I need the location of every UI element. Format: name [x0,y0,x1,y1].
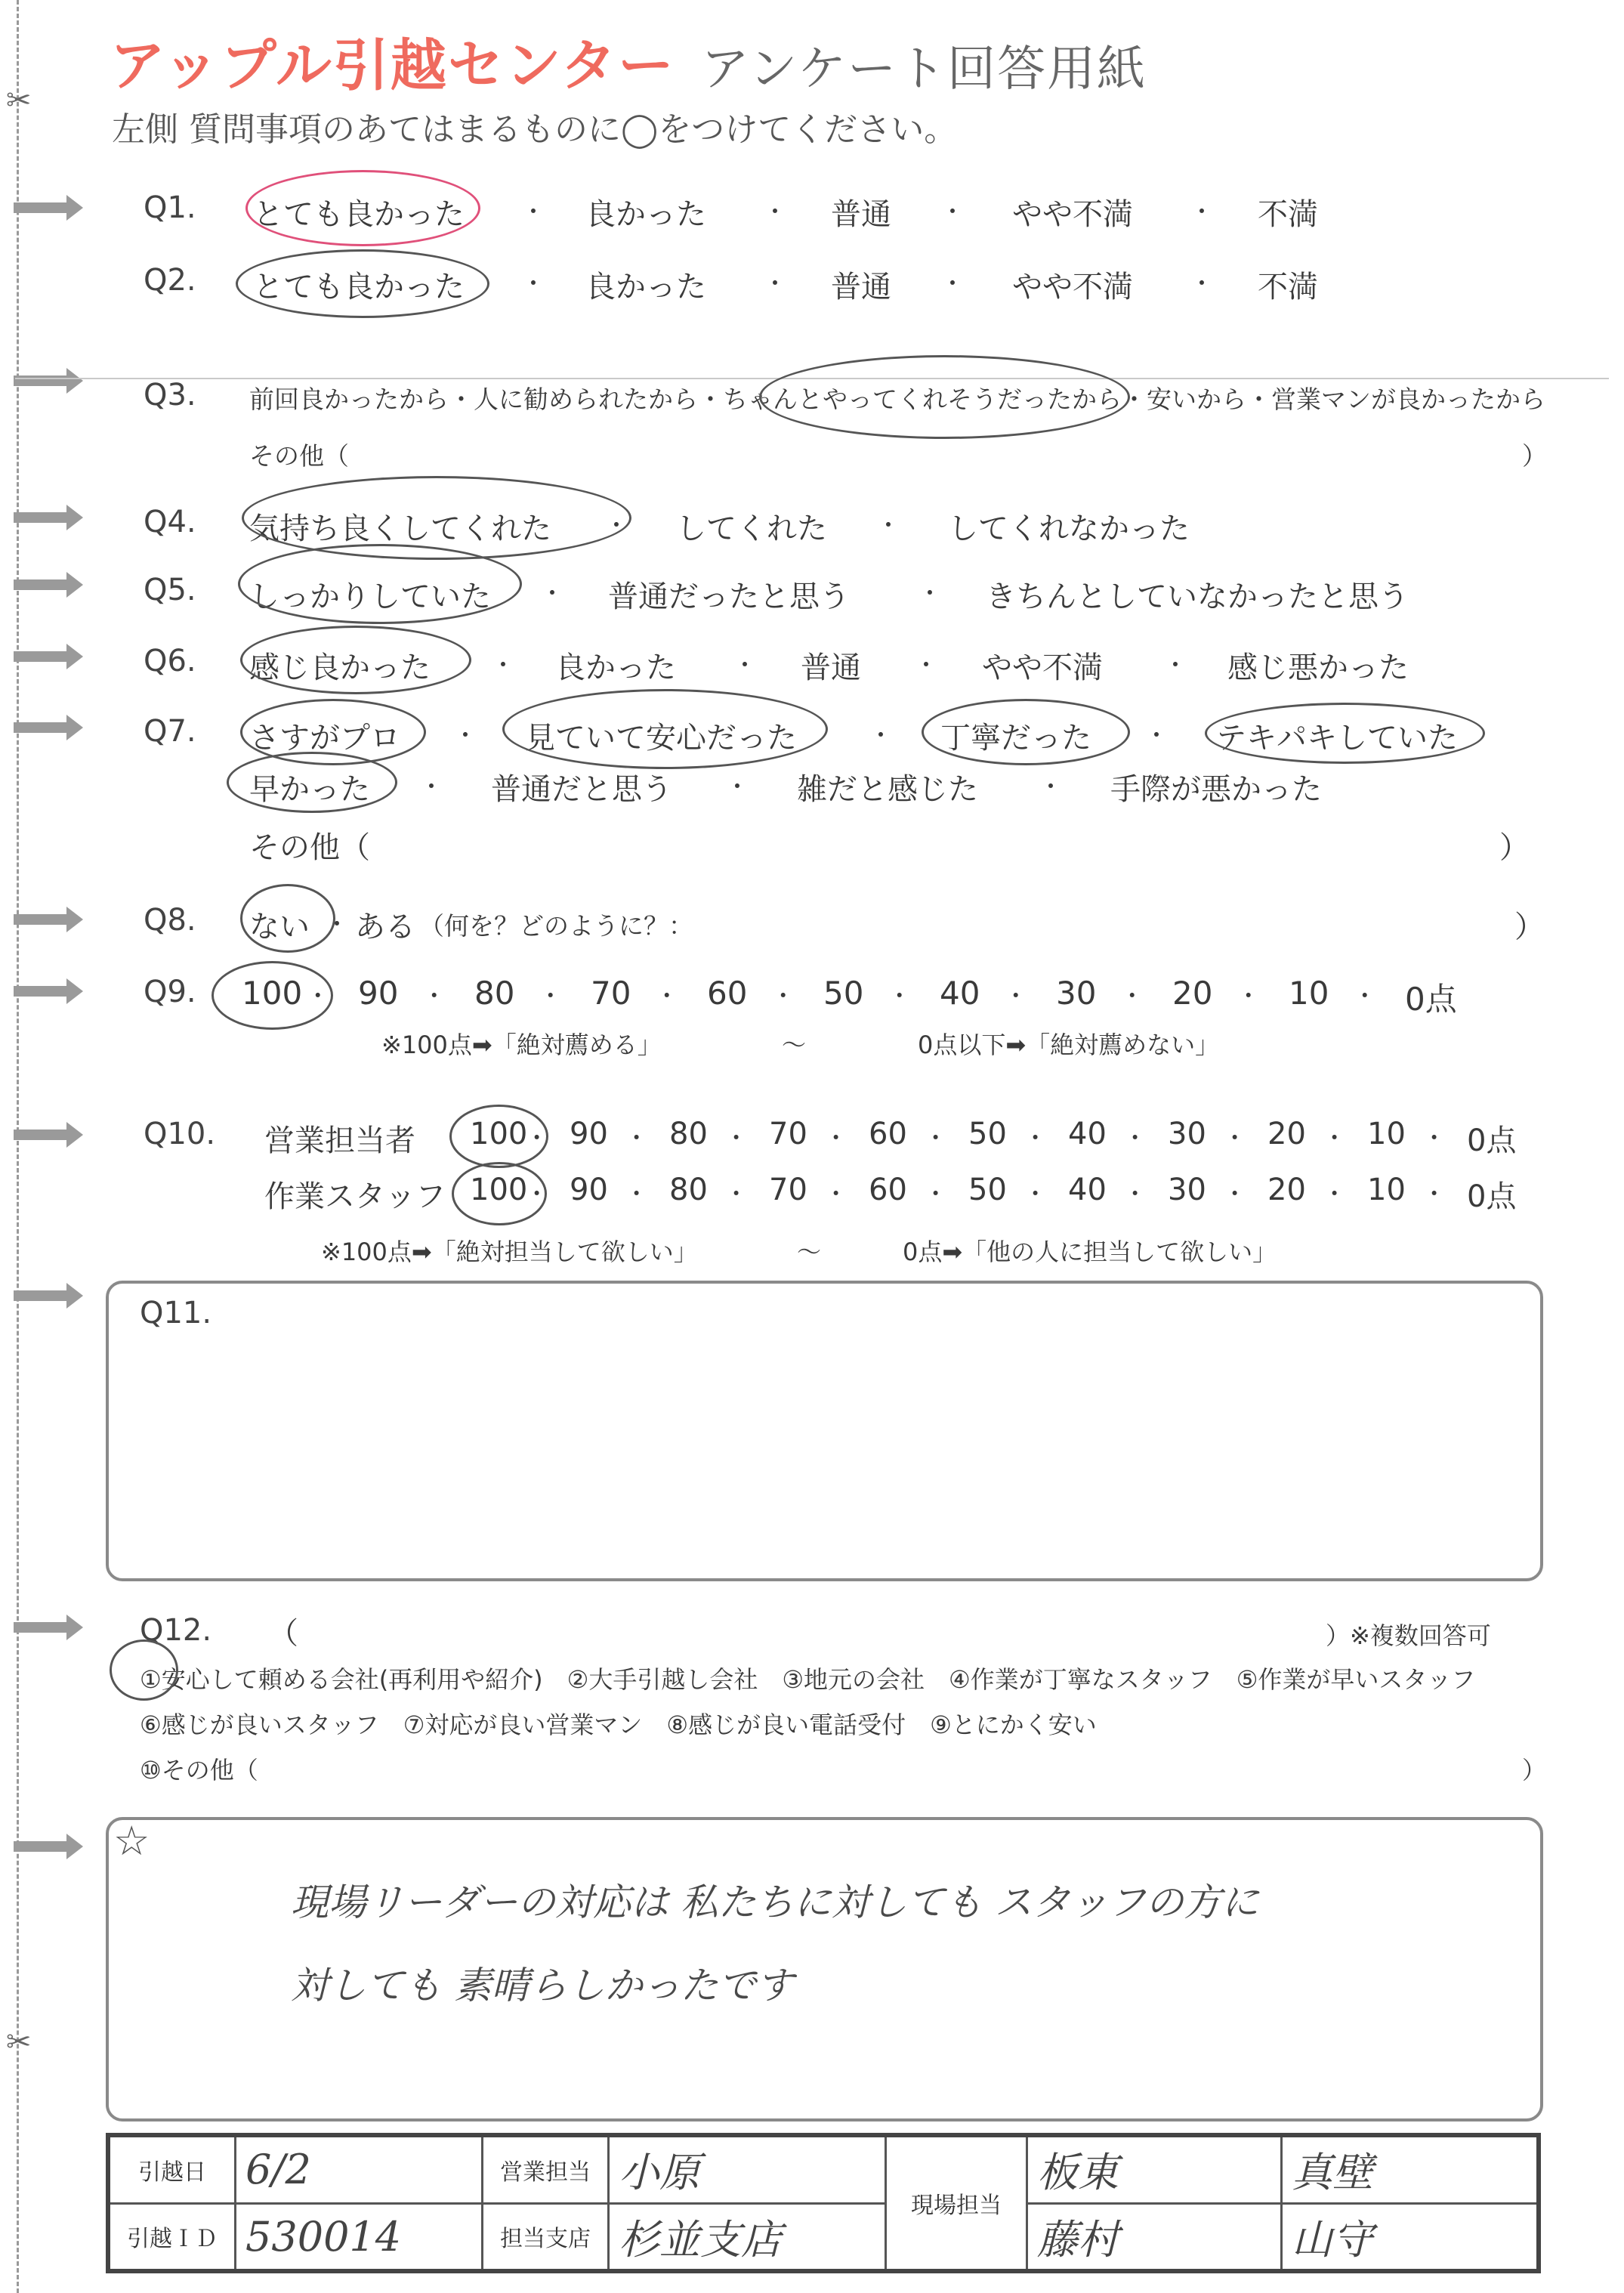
q9-note-left: ※100点➡「絶対薦める」 [381,1031,662,1059]
q10-note-mid: 〜 [797,1238,822,1266]
score-option[interactable]: 20 [1172,975,1213,1012]
score-option[interactable]: 70 [769,1117,807,1151]
q7-option[interactable]: さすがプロ [249,721,400,756]
q12-options-row1[interactable]: ①安心して頼める会社(再利用や紹介) ②大手引越し会社 ③地元の会社 ④作業が丁寧なスタッフ ⑤作業が早いスタッフ [140,1665,1476,1694]
q8-option-yes[interactable]: ある [355,910,415,944]
q10-label: Q10. [144,1117,216,1151]
q12-open: （ [268,1616,298,1651]
separator-dot: ・ [654,981,679,1010]
separator-dot: ・ [1352,981,1377,1010]
arrow-icon [14,512,68,523]
site-staff: 真壁 [1291,2149,1373,2197]
separator-dot: ・ [725,772,750,801]
q2-option[interactable]: とても良かった [253,270,465,304]
site-label: 現場担当 [886,2135,1027,2271]
separator-dot: ・ [1422,1123,1446,1152]
score-option[interactable]: 50 [968,1117,1007,1151]
separator-dot: ・ [524,1123,549,1152]
q10-note-left: ※100点➡「絶対担当して欲しい」 [321,1238,698,1266]
separator-dot: ・ [1119,981,1144,1010]
score-option[interactable]: 40 [1068,1117,1107,1151]
q7-answer-circle [502,689,828,769]
q8-close: ） [1514,910,1545,944]
q11-answer-box[interactable] [106,1281,1543,1581]
site-staff-1 [1027,2135,1282,2203]
scissors-icon: ✂ [6,2025,32,2060]
q10-note-right: 0点➡「他の人に担当して欲しい」 [903,1238,1277,1266]
q6-option[interactable]: 良かった [555,651,676,685]
q10-answer-circle [449,1105,548,1168]
q7-answer-circle [227,752,397,813]
site-staff: 山守 [1291,2215,1373,2264]
separator-dot: ・ [918,579,943,607]
score-option[interactable]: 20 [1267,1117,1306,1151]
q7-close: ） [1499,830,1530,865]
q8-answer-circle [240,884,335,953]
score-option[interactable]: 10 [1367,1117,1406,1151]
q7-answer-circle [922,699,1130,765]
q6-option[interactable]: 感じ悪かった [1227,651,1409,685]
branch-label: 担当支店 [483,2203,609,2271]
q4-option[interactable]: してくれた [676,511,827,546]
q10-row1-label: 営業担当者 [264,1123,415,1158]
score-option[interactable]: 30 [1168,1117,1206,1151]
q3-other[interactable]: その他（ [249,441,349,471]
score-option[interactable]: 100 [470,1173,528,1207]
separator-dot: ・ [624,1179,649,1208]
arrow-icon [14,579,68,590]
score-option[interactable]: 10 [1289,975,1329,1012]
separator-dot: ・ [453,721,478,749]
separator-dot: ・ [305,981,330,1010]
score-option[interactable]: 30 [1056,975,1097,1012]
separator-dot: ・ [1190,197,1215,226]
q8-label: Q8. [144,903,196,938]
score-option[interactable]: 0点 [1405,981,1457,1018]
move-id-value [236,2203,483,2271]
q7-option[interactable]: 手際が悪かった [1110,772,1322,807]
q8-option-no[interactable]: ない [249,910,310,944]
q1-option[interactable]: 不満 [1258,197,1318,232]
separator-dot: ・ [604,511,629,539]
sales-label: 営業担当 [483,2135,609,2203]
score-option[interactable]: 80 [474,975,515,1012]
separator-dot: ・ [1039,772,1064,801]
q11-label: Q11. [140,1296,212,1330]
sales-value [609,2135,886,2203]
q8-detail[interactable]: （何を？どのように？： [419,911,693,941]
separator-dot: ・ [521,197,546,226]
q5-answer-circle [238,544,522,624]
comment-line-1: 現場リーダーの対応は 私たちに対しても スタッフの方に [291,1880,1259,1924]
q7-option[interactable]: テキパキしていた [1216,721,1458,756]
q7-option[interactable]: 早かった [249,772,370,807]
separator-dot: ・ [923,1123,948,1152]
q6-label: Q6. [144,644,196,678]
separator-dot: ・ [1122,1123,1147,1152]
q1-option[interactable]: やや不満 [1012,197,1133,232]
q10-answer-circle [452,1162,547,1225]
separator-dot: ・ [1222,1179,1247,1208]
star-icon: ☆ [113,1817,150,1865]
q7-label: Q7. [144,714,196,749]
separator-dot: ・ [1144,721,1169,749]
q6-answer-circle [240,626,471,694]
q7-option[interactable]: 見ていて安心だった [525,721,797,756]
q2-option[interactable]: 不満 [1258,270,1318,304]
q1-answer-circle [245,170,480,246]
separator-dot: ・ [1023,1123,1048,1152]
score-option[interactable]: 70 [769,1173,807,1207]
separator-dot: ・ [524,1179,549,1208]
q12-close: ） [1522,1756,1547,1785]
separator-dot: ・ [1322,1123,1347,1152]
q3-options[interactable]: 前回良かったから・人に勧められたから・ちゃんとやってくれそうだったから・安いから・営業マンが良かったから [249,385,1545,414]
form-title: アンケート回答用紙 [701,42,1147,97]
q9-note-right: 0点以下➡「絶対薦めない」 [918,1031,1220,1059]
separator-dot: ・ [869,721,894,749]
score-option[interactable]: 80 [669,1173,708,1207]
separator-dot: ・ [1190,269,1215,298]
separator-dot: ・ [914,651,939,679]
separator-dot: ・ [1222,1123,1247,1152]
separator-dot: ・ [733,651,758,679]
separator-dot: ・ [624,1123,649,1152]
separator-dot: ・ [540,579,565,607]
comment-line-2: 対しても 素晴らしかったです [291,1964,794,2007]
q4-label: Q4. [144,505,196,539]
separator-dot: ・ [1422,1179,1446,1208]
separator-dot: ・ [940,269,965,298]
score-option[interactable]: 60 [707,975,748,1012]
arrow-icon [14,1290,68,1301]
q3-answer-circle [759,355,1130,439]
separator-dot: ・ [876,511,901,539]
separator-dot: ・ [1122,1179,1147,1208]
q2-option[interactable]: やや不満 [1012,270,1133,304]
separator-dot: ・ [1023,1179,1048,1208]
score-option[interactable]: 100 [242,975,303,1012]
q12-label: Q12. [140,1613,212,1648]
site-staff-4 [1281,2203,1539,2271]
move-id-label: 引越ＩＤ [108,2203,236,2271]
separator-dot: ・ [491,651,516,679]
score-option[interactable]: 20 [1267,1173,1306,1207]
q1-label: Q1. [144,190,196,225]
q1-option[interactable]: 良かった [585,197,706,232]
score-option[interactable]: 60 [869,1117,907,1151]
arrow-icon [14,914,68,925]
q9-label: Q9. [144,975,196,1009]
separator-dot: ・ [1236,981,1261,1010]
score-option[interactable]: 90 [570,1117,608,1151]
separator-dot: ・ [724,1123,749,1152]
move-id: 530014 [245,2212,402,2261]
score-option[interactable]: 40 [940,975,980,1012]
score-option[interactable]: 90 [570,1173,608,1207]
q7-option[interactable]: 普通だと思う [491,772,672,807]
separator-dot: ・ [538,981,563,1010]
score-option[interactable]: 90 [358,975,399,1012]
q5-option[interactable]: きちんとしていなかったと思う [986,579,1409,614]
score-option[interactable]: 50 [968,1173,1007,1207]
site-staff: 板東 [1037,2149,1119,2197]
score-option[interactable]: 70 [591,975,631,1012]
site-staff-2 [1281,2135,1539,2203]
q12-options-row2[interactable]: ⑥感じが良いスタッフ ⑦対応が良い営業マン ⑧感じが良い電話受付 ⑨とにかく安い [140,1710,1097,1739]
separator-dot: ・ [887,981,912,1010]
arrow-icon [14,651,68,662]
q5-option[interactable]: 普通だったと思う [608,579,850,614]
instruction-text: 左側 質問事項のあてはまるものに◯をつけてください。 [112,110,958,149]
q2-label: Q2. [144,263,196,298]
separator-dot: ・ [923,1179,948,1208]
company-title: アップル引越センター [110,33,675,98]
q3-close: ） [1522,441,1547,471]
q10-row2-label: 作業スタッフ [264,1179,446,1214]
q6-option[interactable]: 普通 [801,651,861,685]
q9-answer-circle [211,961,333,1030]
separator-dot: ・ [1163,651,1188,679]
separator-dot: ・ [763,269,788,298]
q6-option[interactable]: 感じ良かった [249,651,431,685]
move-date: 6/2 [245,2146,311,2194]
separator-dot: ・ [419,772,444,801]
q7-answer-circle [1205,703,1485,764]
q12-options-row3[interactable]: ⑩その他（ [140,1756,258,1785]
q2-answer-circle [236,249,489,318]
q7-option[interactable]: 雑だと感じた [797,772,978,807]
separator-dot: ・ [1003,981,1028,1010]
score-option[interactable]: 30 [1168,1173,1206,1207]
scissors-icon: ✂ [6,83,32,118]
separator-dot: ・ [763,197,788,226]
score-option[interactable]: 60 [869,1173,907,1207]
site-staff: 藤村 [1037,2215,1119,2264]
q4-option[interactable]: 気持ち良くしてくれた [249,511,551,546]
q2-option[interactable]: 良かった [585,270,706,304]
separator-dot: ・ [823,1123,848,1152]
separator-dot: ・ [521,269,546,298]
separator-dot: ・ [724,1179,749,1208]
branch-value [609,2203,886,2271]
score-option[interactable]: 50 [823,975,864,1012]
q12-answer-circle [110,1639,178,1701]
move-date-label: 引越日 [108,2135,236,2203]
q3-label: Q3. [144,378,196,413]
score-option[interactable]: 10 [1367,1173,1406,1207]
arrow-icon [14,1622,68,1633]
cut-line [17,0,19,2293]
score-option[interactable]: 40 [1068,1173,1107,1207]
arrow-icon [14,986,68,997]
q5-option[interactable]: しっかりしていた [249,579,491,614]
q12-multiple-note: ）※複数回答可 [1326,1621,1491,1650]
separator-dot: ・ [823,1179,848,1208]
arrow-icon [14,202,68,213]
score-option[interactable]: 80 [669,1117,708,1151]
arrow-icon [14,1130,68,1140]
separator-dot: ・ [421,981,446,1010]
separator-dot: ・ [1322,1179,1347,1208]
site-staff-3 [1027,2203,1282,2271]
q4-option[interactable]: してくれなかった [948,511,1190,546]
q1-option[interactable]: 普通 [831,197,891,232]
move-info-table [106,2133,1541,2273]
separator-dot: ・ [770,981,795,1010]
q7-option[interactable]: 丁寧だった [940,721,1091,756]
arrow-icon [14,1841,68,1852]
separator-dot: ・ [940,197,965,226]
sales-name: 小原 [619,2149,700,2197]
separator-dot: ・ [325,910,350,938]
score-option[interactable]: 0点 [1467,1123,1517,1158]
q2-option[interactable]: 普通 [831,270,891,304]
score-option[interactable]: 0点 [1467,1179,1517,1214]
q5-label: Q5. [144,573,196,607]
move-date-value [236,2135,483,2203]
arrow-icon [14,722,68,733]
branch-name: 杉並支店 [619,2215,782,2264]
score-option[interactable]: 100 [470,1117,528,1151]
q7-other[interactable]: その他（ [249,830,370,865]
q6-option[interactable]: やや不満 [982,651,1103,685]
q9-note-mid: 〜 [782,1031,807,1059]
q1-option[interactable]: とても良かった [253,197,465,232]
